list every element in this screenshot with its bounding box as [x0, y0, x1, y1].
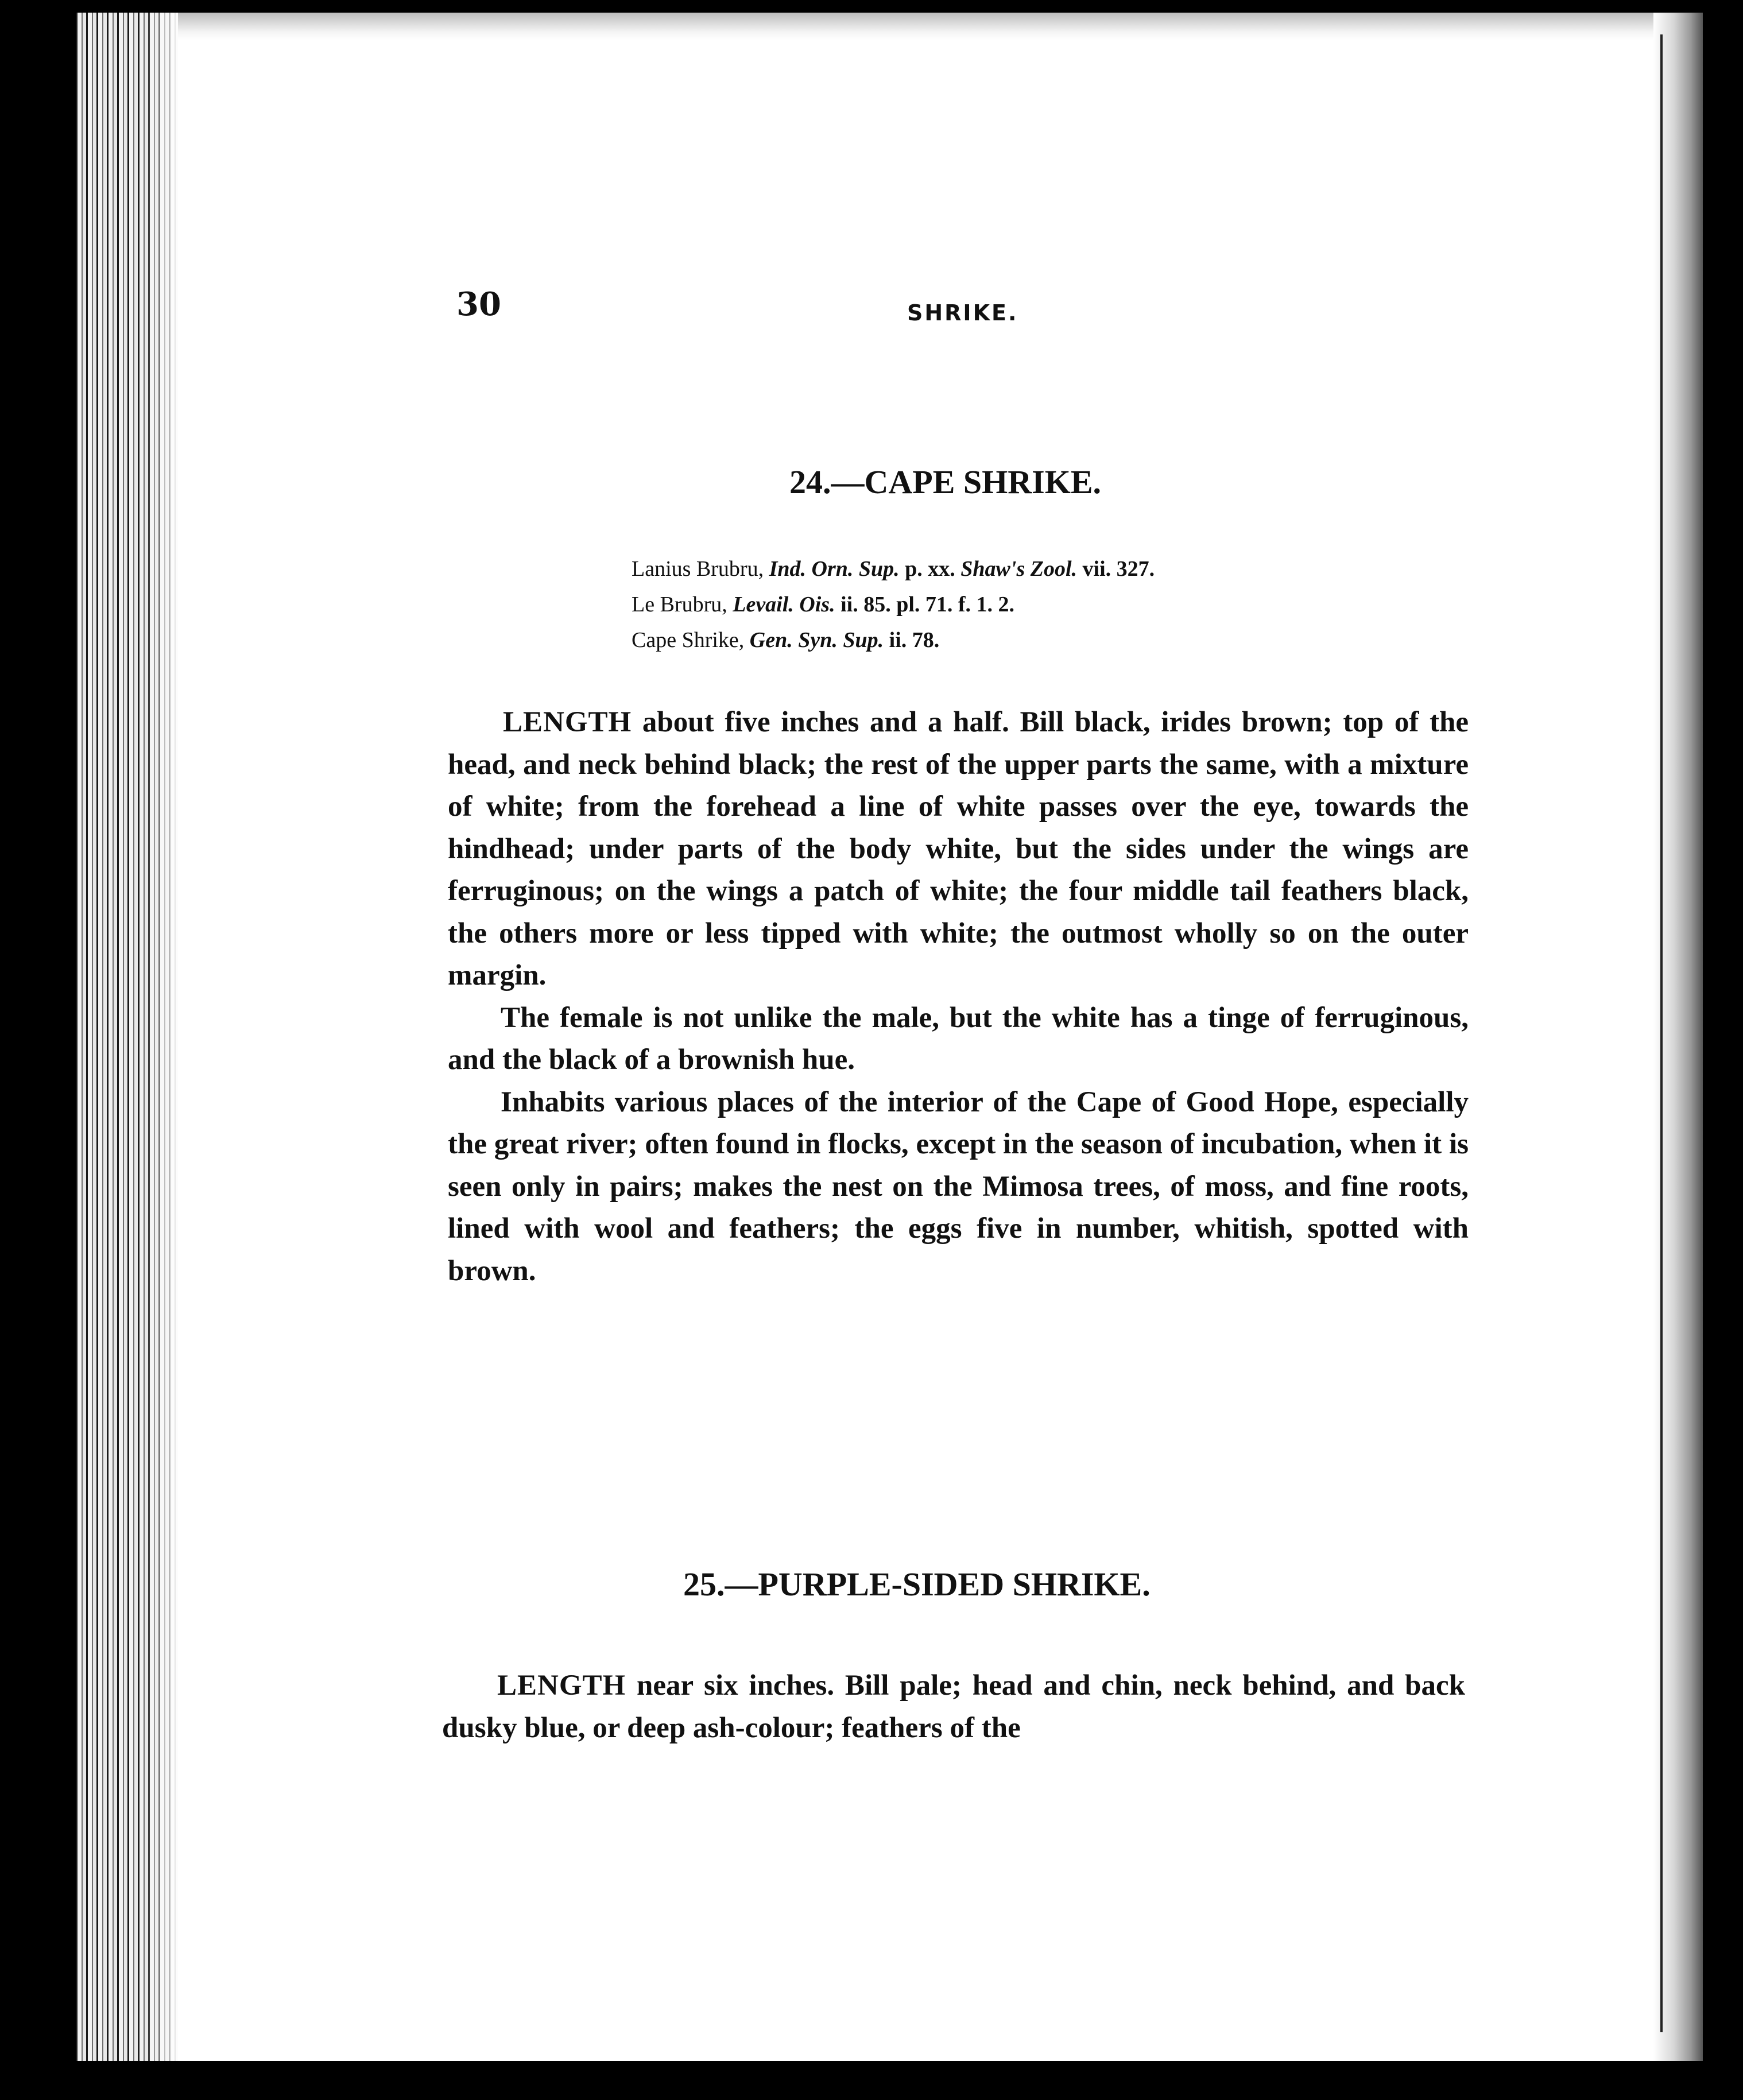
- synonym-line: [632, 551, 1155, 587]
- synonym-list: [632, 551, 1155, 658]
- synonym-reference-detail: ii. 78.: [884, 628, 940, 652]
- female-paragraph: [448, 997, 1469, 1082]
- synonym-name: Le Brubru,: [632, 592, 727, 617]
- paragraph-text: near six inches. Bill pale; head and chin, neck behind, and back dusky blue, or deep ash-colour; feathers of the: [442, 1669, 1465, 1744]
- synonym-reference-2-detail: vii. 327.: [1077, 557, 1155, 581]
- entry-24-body: [448, 702, 1469, 1292]
- paragraph-text: Inhabits various places of the interior of the Cape of Good Hope, especially the great river; often found in flocks, except in the season of incubation, when it is seen only in pairs; makes the nest on the Mimosa trees, of moss, and fine roots, lined with wool and feathers; the eggs five in number, whitish, spotted with brown.: [448, 1086, 1469, 1287]
- synonym-name: Cape Shrike,: [632, 628, 745, 652]
- synonym-reference: Levail. Ois.: [733, 592, 835, 617]
- description-paragraph: [448, 702, 1469, 997]
- description-paragraph: [442, 1665, 1465, 1749]
- synonym-reference-detail: ii. 85. pl. 71. f. 1. 2.: [835, 592, 1015, 617]
- synonym-line: [632, 622, 1155, 658]
- species-heading-25: 25.—PURPLE-SIDED SHRIKE.: [683, 1566, 1151, 1603]
- running-head: SHRIKE.: [907, 300, 1018, 326]
- synonym-reference-detail: p. xx.: [899, 557, 961, 581]
- paragraph-text: about five inches and a half. Bill black, irides brown; top of the head, and neck behind black; the rest of the upper parts the same, with a mixture of white; from the forehead a line of white passes over the eye, towards the hindhead; under parts of the body white, but the sides under the wings are ferruginous; on the wings a patch of white; the four middle tail feathers black, the others more or less tipped with white; the outmost wholly so on the outer margin.: [448, 706, 1469, 991]
- paragraph-lead-word: LENGTH: [497, 1669, 626, 1702]
- page-number: 30: [456, 285, 501, 323]
- habitat-paragraph: [448, 1082, 1469, 1293]
- paragraph-text: The female is not unlike the male, but the white has a tinge of ferruginous, and the black of a brownish hue.: [448, 1001, 1469, 1076]
- synonym-reference: Ind. Orn. Sup.: [769, 557, 900, 581]
- paragraph-lead-word: LENGTH: [503, 706, 632, 738]
- synonym-reference-2: Shaw's Zool.: [960, 557, 1078, 581]
- species-heading-24: 24.—CAPE SHRIKE.: [789, 463, 1102, 501]
- synonym-line: [632, 587, 1155, 622]
- synonym-name: Lanius Brubru,: [632, 557, 764, 581]
- entry-25-body: [442, 1665, 1465, 1749]
- synonym-reference: Gen. Syn. Sup.: [749, 628, 884, 652]
